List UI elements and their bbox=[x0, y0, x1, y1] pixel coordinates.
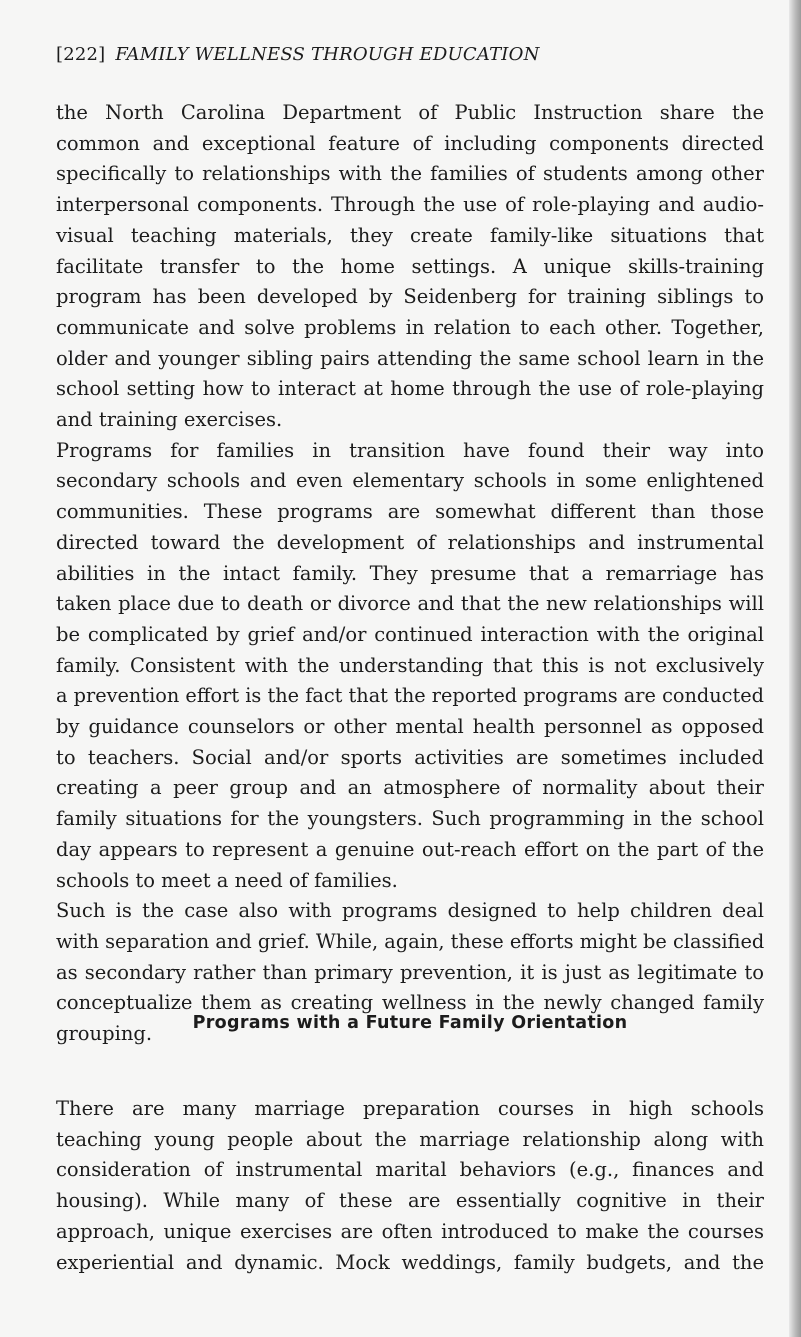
text-line: be complicated by grief and/or continued interaction with the original bbox=[56, 622, 764, 646]
text-line: program has been developed by Seidenberg for training siblings to bbox=[56, 285, 764, 309]
paragraph-4 bbox=[56, 1094, 764, 1278]
text-line: the North Carolina Department of Public Instruction share the bbox=[56, 101, 764, 124]
text-line: conceptualize them as creating wellness in the newly changed family bbox=[56, 991, 764, 1015]
page-edge-shadow bbox=[789, 0, 801, 1337]
text-line: communicate and solve problems in relation to each other. Together, bbox=[56, 315, 764, 339]
body-text-lower bbox=[56, 1094, 764, 1278]
text-line: as secondary rather than primary prevention, it is just as legitimate to bbox=[56, 960, 764, 984]
paragraph-2 bbox=[56, 436, 764, 897]
text-line: family situations for the youngsters. Such programming in the school bbox=[56, 807, 764, 831]
text-line: common and exceptional feature of including components directed bbox=[56, 131, 764, 155]
running-header bbox=[56, 44, 540, 65]
text-line: Such is the case also with programs designed to help children deal bbox=[56, 899, 764, 923]
page-number: [222] bbox=[56, 44, 106, 65]
text-line: a prevention effort is the fact that the reported programs are conducted bbox=[56, 684, 764, 708]
text-line: taken place due to death or divorce and that the new relationships will bbox=[56, 592, 764, 616]
text-line: to teachers. Social and/or sports activities are sometimes included bbox=[56, 745, 764, 769]
text-line: by guidance counselors or other mental health personnel as opposed bbox=[56, 715, 764, 739]
text-line: facilitate transfer to the home settings. A unique skills-training bbox=[56, 254, 764, 278]
text-line: directed toward the development of relationships and instrumental bbox=[56, 530, 764, 554]
text-line: housing). While many of these are essentially cognitive in their bbox=[56, 1189, 764, 1213]
section-heading: Programs with a Future Family Orientation bbox=[192, 1013, 628, 1033]
text-line: abilities in the intact family. They presume that a remarriage has bbox=[56, 561, 764, 585]
text-line: visual teaching materials, they create family-like situations that bbox=[56, 223, 764, 247]
text-line: consideration of instrumental marital behaviors (e.g., finances and bbox=[56, 1158, 764, 1182]
text-line: secondary schools and even elementary schools in some enlightened bbox=[56, 469, 764, 493]
text-line: creating a peer group and an atmosphere of normality about their bbox=[56, 776, 764, 800]
text-line: specifically to relationships with the families of students among other bbox=[56, 162, 764, 186]
text-line: with separation and grief. While, again, these efforts might be classified bbox=[56, 929, 765, 953]
text-line: interpersonal components. Through the use of role-playing and audio- bbox=[56, 193, 764, 217]
text-line: approach, unique exercises are often introduced to make the courses bbox=[56, 1219, 764, 1243]
body-text-upper bbox=[56, 98, 764, 1050]
text-line: day appears to represent a genuine out-reach effort on the part of the bbox=[56, 837, 764, 861]
text-line: experiential and dynamic. Mock weddings, family budgets, and the bbox=[56, 1250, 764, 1274]
text-line: Programs for families in transition have found their way into bbox=[56, 438, 764, 462]
text-line: older and younger sibling pairs attending the same school learn in the bbox=[56, 346, 764, 370]
text-line: grouping. bbox=[56, 1022, 153, 1046]
running-title: FAMILY WELLNESS THROUGH EDUCATION bbox=[115, 44, 540, 65]
paragraph-1 bbox=[56, 98, 764, 436]
text-line: teaching young people about the marriage relationship along with bbox=[56, 1127, 764, 1151]
text-line: schools to meet a need of families. bbox=[56, 868, 398, 892]
text-line: communities. These programs are somewhat different than those bbox=[56, 500, 764, 524]
text-line: family. Consistent with the understanding that this is not exclusively bbox=[56, 653, 764, 677]
text-line: and training exercises. bbox=[56, 408, 283, 432]
text-line: school setting how to interact at home through the use of role-playing bbox=[56, 377, 764, 401]
text-line: There are many marriage preparation courses in high schools bbox=[56, 1097, 764, 1120]
